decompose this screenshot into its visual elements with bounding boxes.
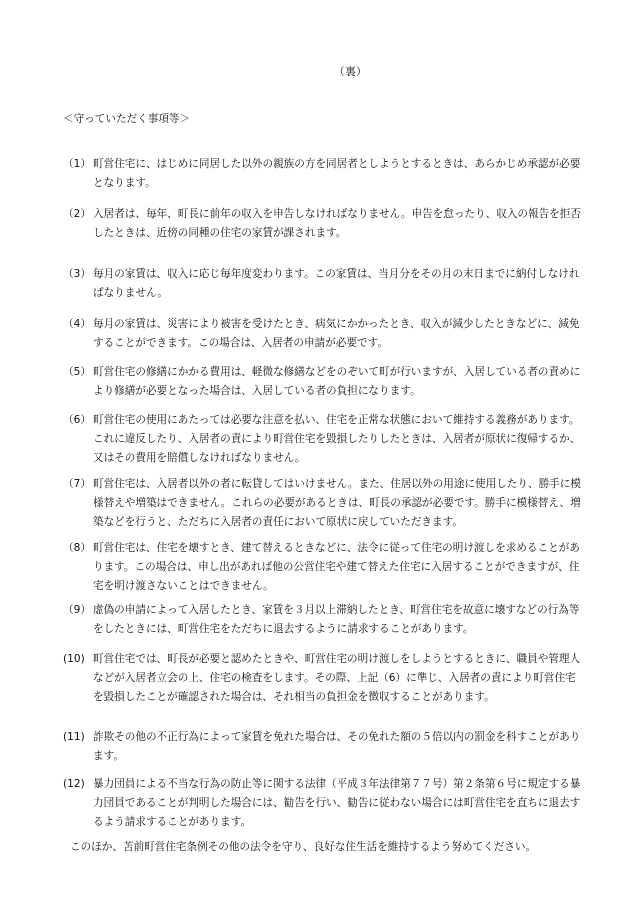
item-number: （3） xyxy=(63,268,91,280)
rule-item-4 xyxy=(63,315,583,353)
rule-item-6 xyxy=(63,411,583,468)
item-number: （8） xyxy=(63,542,91,554)
item-number: （6） xyxy=(63,414,91,426)
item-number: （7） xyxy=(63,478,91,490)
item-text: 毎月の家賃は、災害により被害を受けたとき、病気にかかったとき、収入が減少したときなどに、減免することができます。この場合は、入居者の申請が必要です。 xyxy=(93,318,580,349)
item-number: （2） xyxy=(63,208,91,220)
item-text: 暴力団員による不当な行為の防止等に関する法律（平成３年法律第７７号）第２条第６号に規定する暴力団員であることが判明した場合には、勧告を行い、勧告に従わない場合には町営住宅を直ちに退去するよう請求することがあります。 xyxy=(93,778,581,828)
item-number: （1） xyxy=(63,158,91,170)
item-text: 入居者は、毎年、町長に前年の収入を申告しなければなりません。申告を怠ったり、収入の報告を拒否したときは、近傍の同種の住宅の家賃が課されます。 xyxy=(93,208,581,239)
rule-item-9 xyxy=(63,601,583,639)
rule-item-10 xyxy=(63,650,583,707)
section-heading: ＜守っていただく事項等＞ xyxy=(63,113,191,125)
item-text: 詐欺その他の不正行為によって家賃を免れた場合は、その免れた額の５倍以内の罰金を科すことがあります。 xyxy=(93,731,581,762)
item-text: 毎月の家賃は、収入に応じ毎年度変わります。この家賃は、当月分をその月の末日までに納付しなければなりません。 xyxy=(93,268,580,299)
item-number: (11) xyxy=(63,731,85,743)
item-text: 町営住宅の修繕にかかる費用は、軽微な修繕などをのぞいて町が行いますが、入居している者の責めにより修繕が必要となった場合は、入居している者の負担になります。 xyxy=(93,366,581,397)
rule-item-7 xyxy=(63,475,583,532)
page-side-marker: （裏） xyxy=(334,66,368,78)
item-text: 町営住宅は、住宅を壊すとき、建て替えるときなどに、法令に従って住宅の明け渡しを求めることがあります。この場合は、申し出があれば他の公営住宅や建て替えた住宅に入居することができますが、住宅を明け渡さないことはできません。 xyxy=(93,542,580,592)
rule-item-11 xyxy=(63,728,583,766)
rule-item-3 xyxy=(63,265,583,303)
rule-item-5 xyxy=(63,363,583,401)
rule-item-8 xyxy=(63,539,583,596)
item-text: 町営住宅の使用にあたっては必要な注意を払い、住宅を正常な状態において維持する義務があります。これに違反したり、入居者の責により町営住宅を毀損したりしたときは、入居者が原状に復帰するか、又はその費用を賠償しなければなりません。 xyxy=(93,414,581,464)
item-number: (12) xyxy=(63,778,85,790)
item-text: 町営住宅に、はじめに同居した以外の親族の方を同居者としようとするときは、あらかじめ承認が必要となります。 xyxy=(93,158,581,189)
item-number: （9） xyxy=(63,604,91,616)
rule-item-12 xyxy=(63,775,583,832)
item-text: 虚偽の申請によって入居したとき、家賃を３月以上滞納したとき、町営住宅を故意に壊すなどの行為等をしたときには、町営住宅をただちに退去するように請求することがあります。 xyxy=(93,604,580,635)
item-number: （4） xyxy=(63,318,91,330)
rule-item-1 xyxy=(63,155,583,193)
item-number: （5） xyxy=(63,366,91,378)
rule-item-2 xyxy=(63,205,583,243)
closing-statement: このほか、苫前町営住宅条例その他の法令を守り、良好な住生活を維持するよう努めてください。 xyxy=(70,841,537,853)
item-number: (10) xyxy=(63,653,85,665)
item-text: 町営住宅は、入居者以外の者に転貸してはいけません。また、住居以外の用途に使用したり、勝手に模様替えや増築はできません。これらの必要があるときは、町長の承認が必要です。勝手に模様替え、増築などを行うと、ただちに入居者の責任において原状に戻していただきます。 xyxy=(93,478,581,528)
item-text: 町営住宅では、町長が必要と認めたときや、町営住宅の明け渡しをしようとするときに、職員や管理人などが入居者立会の上、住宅の検査をします。その際、上記（6）に準じ、入居者の責により町営住宅を毀損したことが確認された場合は、それ相当の負担金を徴収することがあります。 xyxy=(93,653,581,703)
